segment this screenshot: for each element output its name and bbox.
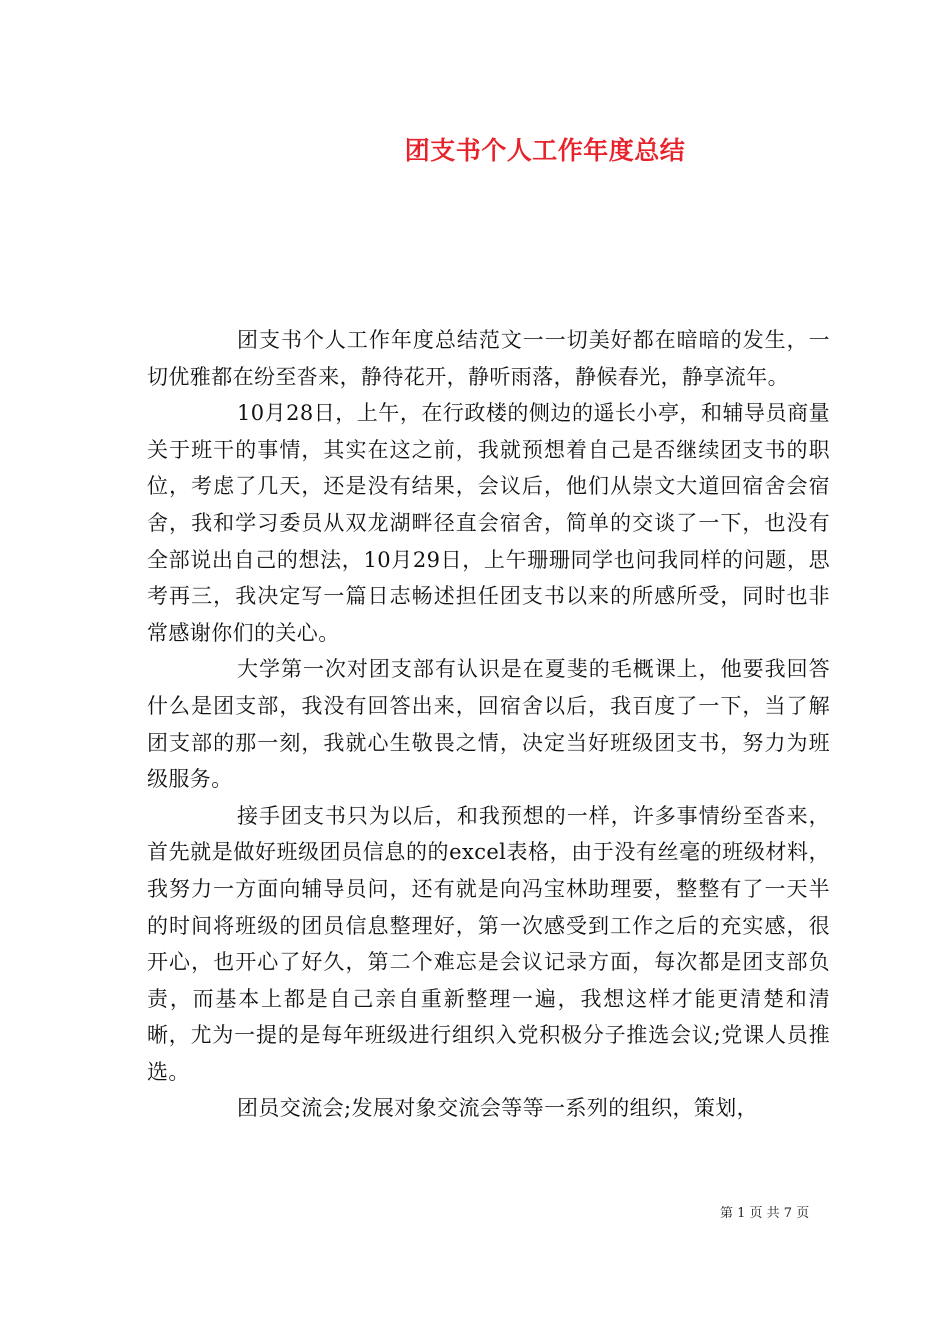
paragraph-4: 接手团支书只为以后，和我预想的一样，许多事情纷至沓来，首先就是做好班级团员信息的的excel表格，由于没有丝毫的班级材料，我努力一方面向辅导员问，还有就是向冯宝林助理要，整整有了一天半的时间将班级的团员信息整理好，第一次感受到工作之后的充实感，很开心，也开心了好久，第二个难忘是会议记录方面，每次都是团支部负责，而基本上都是自己亲自重新整理一遍，我想这样才能更清楚和清晰，尤为一提的是每年班级进行组织入党积极分子推选会议;党课人员推选。 [147,803,830,1084]
page-number-footer: 第 1 页 共 7 页 [720,1206,810,1221]
paragraph-5: 团员交流会;发展对象交流会等等一系列的组织，策划， [237,1096,759,1121]
document-body [147,322,830,1127]
paragraph-1: 团支书个人工作年度总结范文一一切美好都在暗暗的发生，一切优雅都在纷至沓来，静待花开，静听雨落，静候春光，静享流年。 [147,328,830,389]
document-title: 团支书个人工作年度总结 [404,136,686,165]
paragraph-2: 10月28日，上午，在行政楼的侧边的遥长小亭，和辅导员商量关于班干的事情，其实在这之前，我就预想着自己是否继续团支书的职位，考虑了几天，还是没有结果，会议后，他们从崇文大道回宿舍会宿舍，我和学习委员从双龙湖畔径直会宿舍，简单的交谈了一下，也没有全部说出自己的想法，10月29日，上午珊珊同学也问我同样的问题，思考再三，我决定写一篇日志畅述担任团支书以来的所感所受，同时也非常感谢你们的关心。 [147,401,830,645]
paragraph-3: 大学第一次对团支部有认识是在夏斐的毛概课上，他要我回答什么是团支部，我没有回答出来，回宿舍以后，我百度了一下，当了解团支部的那一刻，我就心生敬畏之情，决定当好班级团支书，努力为班级服务。 [147,657,830,792]
